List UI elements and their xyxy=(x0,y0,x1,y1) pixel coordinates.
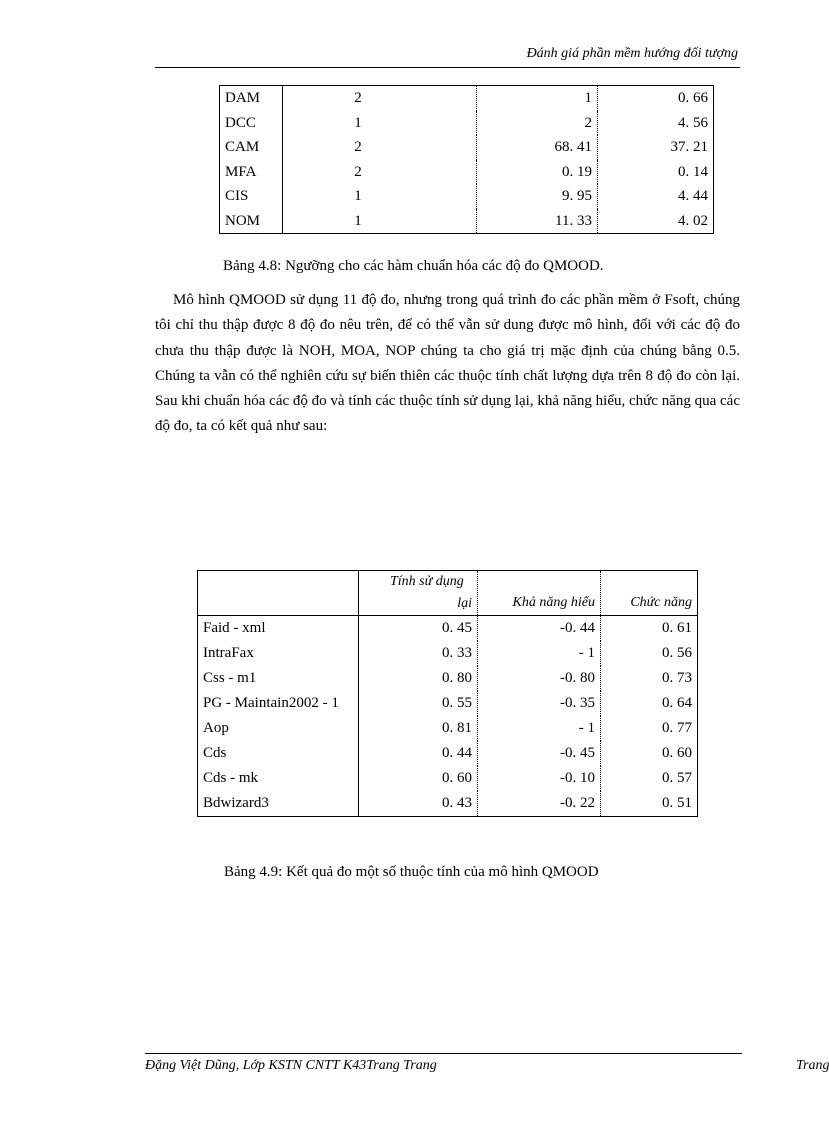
table-row xyxy=(198,666,698,691)
table-row xyxy=(220,135,714,160)
metric-name: DAM xyxy=(220,86,283,111)
table-row xyxy=(220,209,714,234)
header-cell-understandability: Khả năng hiểu xyxy=(478,571,601,616)
header-cell-functionality: Chức năng xyxy=(601,571,698,616)
cell: 0. 77 xyxy=(662,720,692,736)
cell: 0. 56 xyxy=(662,645,692,661)
cell: 0. 61 xyxy=(662,620,692,636)
header-rule xyxy=(155,67,740,68)
cell: 0. 55 xyxy=(359,691,478,716)
cell: -0. 80 xyxy=(478,666,601,691)
metric-name: CIS xyxy=(220,184,283,209)
metric-name: CAM xyxy=(220,135,283,160)
metric-name: MFA xyxy=(220,160,283,185)
cell: 1 xyxy=(283,111,477,136)
footer-author: Đặng Việt Dũng, Lớp KSTN CNTT K43Trang Trang xyxy=(145,1058,437,1073)
cell: 9. 95 xyxy=(477,184,598,209)
cell: 68. 41 xyxy=(477,135,598,160)
project-name: Cds - mk xyxy=(198,766,359,791)
table-row xyxy=(198,691,698,716)
cell: 0. 73 xyxy=(662,670,692,686)
cell: - 1 xyxy=(478,641,601,666)
body-paragraph: Mô hình QMOOD sử dụng 11 độ đo, nhưng trong quá trình đo các phần mềm ở Fsoft, chúng tôi chỉ thu thập được 8 độ đo nêu trên, để có thể vẫn sử dung được mô hình, đối với các độ đo chưa thu thập được là NOH, MOA, NOP chúng ta cho giá trị mặc định của chúng bằng 0.5. Chúng ta vẫn có thể nghiên cứu sự biến thiên các thuộc tính chất lượng dựa trên 8 độ đo còn lại. Sau khi chuẩn hóa các độ đo và tính các thuộc tính sử dụng lại, khả năng hiểu, chức năng qua các độ đo, ta có kết quả như sau: xyxy=(155,292,740,435)
table-row xyxy=(198,766,698,791)
table-row xyxy=(198,741,698,766)
project-name: IntraFax xyxy=(198,641,359,666)
project-name: Faid - xml xyxy=(198,616,359,642)
metric-name: DCC xyxy=(220,111,283,136)
cell: -0. 35 xyxy=(478,691,601,716)
cell: 37. 21 xyxy=(670,139,708,156)
header-reusability-line2: lại xyxy=(457,596,472,611)
table-4-8-caption: Bảng 4.8: Ngưỡng cho các hàm chuẩn hóa các độ đo QMOOD. xyxy=(223,258,604,274)
table-row xyxy=(220,160,714,185)
cell: 2 xyxy=(283,135,477,160)
cell: 0. 14 xyxy=(678,163,708,180)
page-header-title: Đánh giá phần mềm hướng đối tượng xyxy=(526,46,738,61)
cell: 4. 44 xyxy=(678,188,708,205)
footer-rule xyxy=(145,1053,742,1054)
cell: 2 xyxy=(283,86,477,111)
table-4-8 xyxy=(219,85,714,234)
table-row xyxy=(198,641,698,666)
project-name: Cds xyxy=(198,741,359,766)
cell: 0. 33 xyxy=(359,641,478,666)
cell: 0. 60 xyxy=(662,745,692,761)
cell: 2 xyxy=(283,160,477,185)
cell: 0. 43 xyxy=(359,791,478,817)
cell: 0. 60 xyxy=(359,766,478,791)
cell: -0. 45 xyxy=(478,741,601,766)
cell: 1 xyxy=(283,209,477,234)
cell: 0. 44 xyxy=(359,741,478,766)
table-row xyxy=(198,791,698,817)
cell: 0. 57 xyxy=(662,770,692,786)
cell: -0. 44 xyxy=(478,616,601,642)
project-name: Bdwizard3 xyxy=(198,791,359,817)
cell: 1 xyxy=(477,86,598,111)
metric-name: NOM xyxy=(220,209,283,234)
table-row xyxy=(220,86,714,111)
cell: 11. 33 xyxy=(477,209,598,234)
table-row xyxy=(198,716,698,741)
cell: 0. 51 xyxy=(662,795,692,811)
cell: 0. 45 xyxy=(359,616,478,642)
project-name: PG - Maintain2002 - 1 xyxy=(198,691,359,716)
cell: 4. 02 xyxy=(678,212,708,229)
footer-page-label: Trang xyxy=(796,1058,829,1073)
project-name: Css - m1 xyxy=(198,666,359,691)
table-row xyxy=(220,111,714,136)
table-row xyxy=(198,616,698,642)
cell: -0. 22 xyxy=(478,791,601,817)
header-cell-reusability xyxy=(359,571,478,616)
cell: -0. 10 xyxy=(478,766,601,791)
cell: 0. 64 xyxy=(662,695,692,711)
header-cell-empty xyxy=(198,571,359,616)
cell: 1 xyxy=(283,184,477,209)
cell: 0. 66 xyxy=(678,90,708,107)
table-row xyxy=(220,184,714,209)
cell: - 1 xyxy=(478,716,601,741)
project-name: Aop xyxy=(198,716,359,741)
table-header-row xyxy=(198,571,698,616)
table-4-9 xyxy=(197,570,698,817)
cell: 0. 81 xyxy=(359,716,478,741)
table-4-9-caption: Bảng 4.9: Kết quả đo một số thuộc tính của mô hình QMOOD xyxy=(224,864,599,880)
header-reusability-line1: Tính sử dụng xyxy=(390,574,464,589)
cell: 2 xyxy=(477,111,598,136)
cell: 0. 80 xyxy=(359,666,478,691)
cell: 4. 56 xyxy=(678,114,708,131)
cell: 0. 19 xyxy=(477,160,598,185)
